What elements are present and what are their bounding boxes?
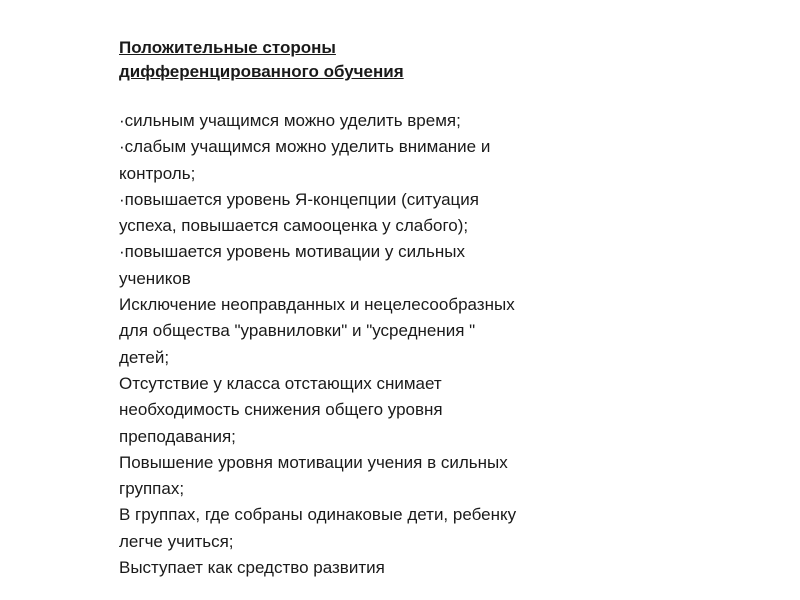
title-line-1: Положительные стороны [119, 38, 336, 57]
body-line: В группах, где собраны одинаковые дети, ребенку [119, 505, 517, 525]
body-line: успеха, повышается самооценка у слабого); [119, 216, 469, 236]
body-line: ·слабым учащимся можно уделить внимание и [119, 137, 491, 157]
body-line: детей; [119, 347, 170, 367]
body-line: Выступает как средство развития [119, 558, 385, 578]
body-line: ·повышается уровень Я-концепции (ситуация [119, 189, 479, 209]
body-line: для общества "уравниловки" и "усреднения " [119, 321, 476, 341]
body-line: учеников [119, 268, 191, 288]
title-line-2: дифференцированного обучения [119, 62, 404, 81]
body-line: преподавания; [119, 426, 236, 446]
body-line: Повышение уровня мотивации учения в сильных [119, 452, 508, 472]
slide-content [119, 36, 659, 581]
body-line: Отсутствие у класса отстающих снимает [119, 373, 442, 393]
body-line: ·сильным учащимся можно уделить время; [119, 111, 461, 130]
body-line: контроль; [119, 163, 196, 183]
body-line: легче учиться; [119, 531, 234, 551]
body-line: ·повышается уровень мотивации у сильных [119, 242, 465, 262]
slide-body [119, 108, 659, 581]
slide-title [119, 36, 659, 84]
body-line: Исключение неоправданных и нецелесообразных [119, 295, 515, 315]
body-line: группах; [119, 479, 185, 499]
body-line: необходимость снижения общего уровня [119, 400, 443, 420]
